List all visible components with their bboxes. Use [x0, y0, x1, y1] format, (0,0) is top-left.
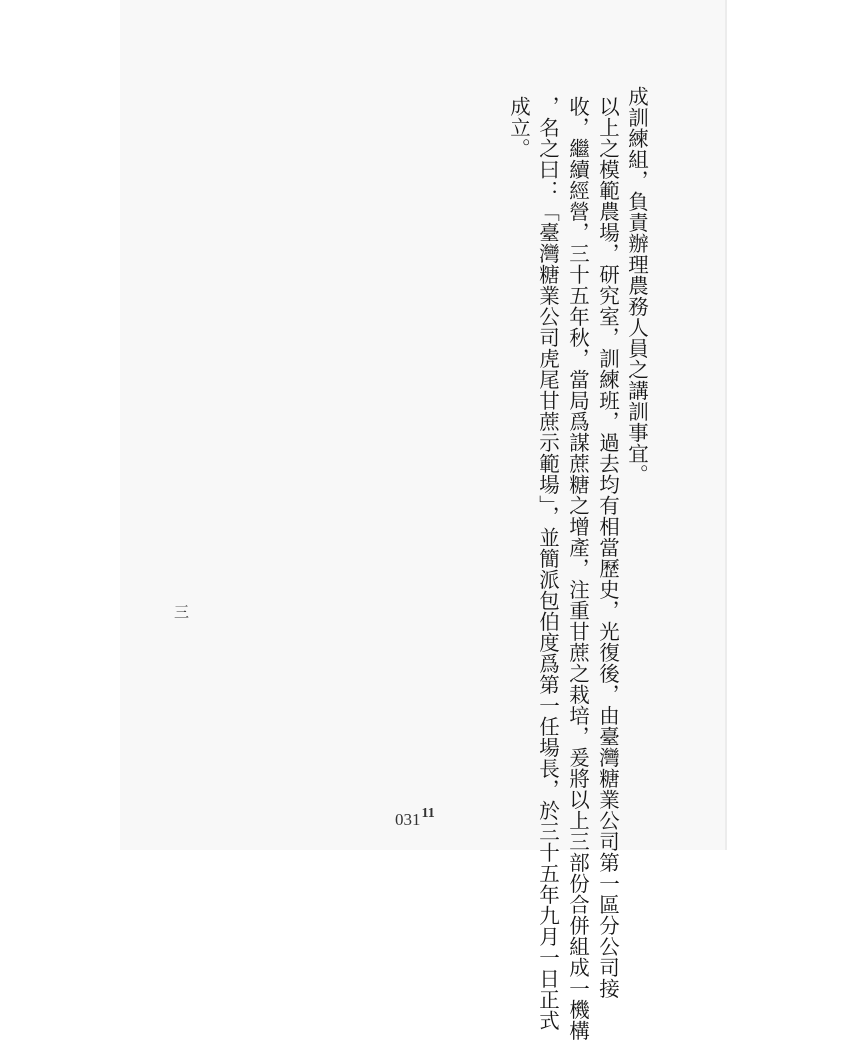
- page-number: [395, 806, 435, 830]
- page-edge: [725, 0, 727, 850]
- margin-page-number: 三: [174, 603, 190, 621]
- text-column-5: 成立。: [506, 96, 531, 159]
- page-number-book: 11: [421, 806, 435, 821]
- text-column-2: 以上之模範農場，研究室，訓練班，過去均有相當歷史，光復後，由臺灣糖業公司第一區分公司接: [595, 96, 620, 999]
- text-column-3: 收，繼續經營，三十五年秋，當局爲謀蔗糖之增產，注重甘蔗之栽培，爰將以上三部份合併組成一機構: [565, 96, 590, 1041]
- text-column-1: 成訓練組，負責辦理農務人員之講訓事宜。: [624, 86, 649, 485]
- page-number-scan: 031: [395, 810, 421, 829]
- text-column-4: ，名之曰：「臺灣糖業公司虎尾甘蔗示範場」，並簡派包伯度爲第一任場長，於三十五年九月一日正式: [535, 96, 560, 1031]
